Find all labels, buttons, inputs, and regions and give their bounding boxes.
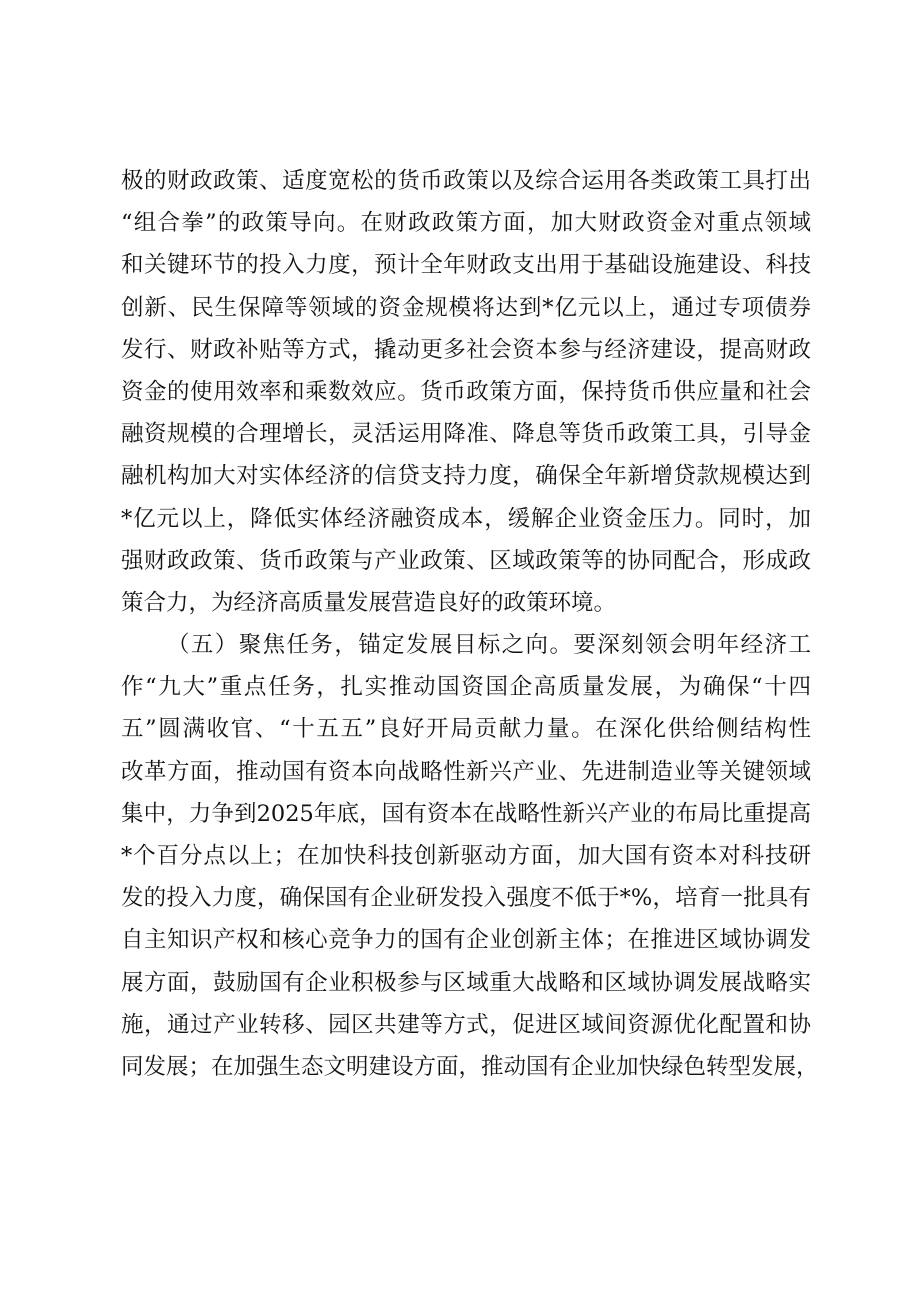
section-heading-line: （五）聚焦任务，锚定发展目标之向。要深刻领会明年经济工 [167,632,811,658]
paragraph-line: *亿元以上，降低实体经济融资成本，缓解企业资金压力。同时，加 [121,505,811,532]
paragraph-line: 作“九大”重点任务，扎实推动国资国企高质量发展，为确保“十四 [121,674,811,701]
paragraph-line: 策合力，为经济高质量发展营造良好的政策环境。 [121,589,617,616]
paragraph-line: 同发展；在加强生态文明建设方面，推动国有企业加快绿色转型发展， [121,1053,819,1080]
paragraph-line: 融资规模的合理增长，灵活运用降准、降息等货币政策工具，引导金 [121,421,811,448]
paragraph-line: 发行、财政补贴等方式，撬动更多社会资本参与经济建设，提高财政 [121,336,811,363]
paragraph-line: 五”圆满收官、“十五五”良好开局贡献力量。在深化供给侧结构性 [121,716,811,743]
paragraph-line: 极的财政政策、适度宽松的货币政策以及综合运用各类政策工具打出 [121,168,811,194]
paragraph-line: 和关键环节的投入力度，预计全年财政支出用于基础设施建设、科技 [121,252,811,279]
paragraph-line: 强财政政策、货币政策与产业政策、区域政策等的协同配合，形成政 [121,547,811,574]
paragraph-line: 资金的使用效率和乘数效应。货币政策方面，保持货币供应量和社会 [121,378,811,405]
paragraph-line: 创新、民生保障等领域的资金规模将达到*亿元以上，通过专项债券 [121,294,811,321]
paragraph-line: 发的投入力度，确保国有企业研发投入强度不低于*%，培育一批具有 [121,885,811,912]
paragraph-line: 改革方面，推动国有资本向战略性新兴产业、先进制造业等关键领域 [121,758,811,785]
paragraph-line: 自主知识产权和核心竞争力的国有企业创新主体；在推进区域协调发 [121,927,811,954]
paragraph-line: 施，通过产业转移、园区共建等方式，促进区域间资源优化配置和协 [121,1011,811,1038]
paragraph-focus-tasks [121,624,819,1088]
paragraph-line: 展方面，鼓励国有企业积极参与区域重大战略和区域协调发展战略实 [121,969,811,996]
paragraph-fiscal-monetary-policy [121,160,811,624]
paragraph-line: 融机构加大对实体经济的信贷支持力度，确保全年新增贷款规模达到 [121,463,811,490]
paragraph-line: “组合拳”的政策导向。在财政政策方面，加大财政资金对重点领域 [121,210,811,237]
paragraph-line: 集中，力争到2025年底，国有资本在战略性新兴产业的布局比重提高 [121,800,811,827]
paragraph-line: *个百分点以上；在加快科技创新驱动方面，加大国有资本对科技研 [121,842,811,869]
